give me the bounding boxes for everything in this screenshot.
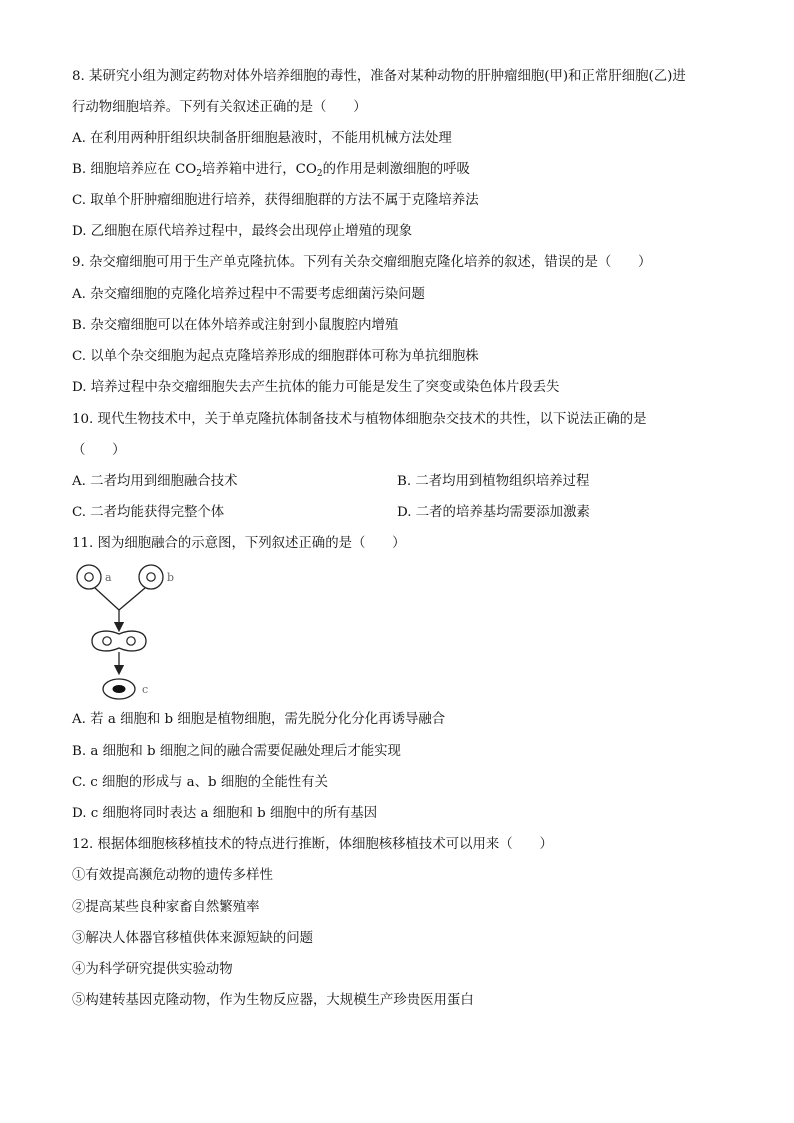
- q9-option-b: B. 杂交瘤细胞可以在体外培养或注射到小鼠腹腔内增殖: [72, 318, 399, 333]
- q11-option-b: B. a 细胞和 b 细胞之间的融合需要促融处理后才能实现: [72, 744, 401, 759]
- q12-item-5: ⑤构建转基因克隆动物，作为生物反应器，大规模生产珍贵医用蛋白: [72, 993, 474, 1008]
- q8-stem-line1: 8. 某研究小组为测定药物对体外培养细胞的毒性，准备对某种动物的肝肿瘤细胞(甲)和正常肝细胞(乙)进: [72, 69, 686, 84]
- cell-b-label: b: [167, 571, 175, 584]
- q11-stem: 11. 图为细胞融合的示意图，下列叙述正确的是（ ）: [72, 536, 406, 551]
- connector-a-line: [95, 588, 119, 610]
- q9-option-c: C. 以单个杂交细胞为起点克隆培养形成的细胞群体可称为单抗细胞株: [72, 349, 479, 364]
- q12-item-3: ③解决人体器官移植供体来源短缺的问题: [72, 931, 314, 946]
- q10-option-b: B. 二者均用到植物组织培养过程: [397, 474, 590, 489]
- q10-option-a: A. 二者均用到细胞融合技术: [72, 474, 238, 489]
- q10-stem-line2: （ ）: [72, 443, 126, 458]
- connector-b-line: [119, 588, 145, 610]
- cell-fusion-diagram: [72, 558, 192, 708]
- q10-option-d: D. 二者的培养基均需要添加激素: [397, 505, 590, 520]
- cell-c-label: c: [142, 683, 149, 696]
- q10-option-c: C. 二者均能获得完整个体: [72, 505, 225, 520]
- q9-stem: 9. 杂交瘤细胞可用于生产单克隆抗体。下列有关杂交瘤细胞克隆化培养的叙述，错误的是（ ）: [72, 255, 652, 270]
- fusing-cells-icon: [92, 631, 146, 651]
- q12-stem: 12. 根据体细胞核移植技术的特点进行推断，体细胞核移植技术可以用来（ ）: [72, 837, 553, 852]
- q8-option-d: D. 乙细胞在原代培养过程中，最终会出现停止增殖的现象: [72, 224, 413, 239]
- cell-a-icon: [77, 565, 101, 589]
- q8-option-b: B. 细胞培养应在 $CO_2$培养箱中进行，$CO_2$的作用是刺激细胞的呼吸: [72, 162, 470, 179]
- cell-a-label: a: [105, 571, 112, 584]
- hybrid-cell-c-icon: [103, 679, 135, 699]
- q8-option-c: C. 取单个肝肿瘤细胞进行培养，获得细胞群的方法不属于克隆培养法: [72, 193, 479, 208]
- q11-option-d: D. c 细胞将同时表达 a 细胞和 b 细胞中的所有基因: [72, 806, 378, 821]
- q9-option-d: D. 培养过程中杂交瘤细胞失去产生抗体的能力可能是发生了突变或染色体片段丢失: [72, 380, 560, 395]
- q11-option-c: C. c 细胞的形成与 a、b 细胞的全能性有关: [72, 775, 328, 790]
- q8-option-a: A. 在利用两种肝组织块制备肝细胞悬液时，不能用机械方法处理: [72, 131, 452, 146]
- q11-option-a: A. 若 a 细胞和 b 细胞是植物细胞，需先脱分化分化再诱导融合: [72, 712, 446, 727]
- q12-item-4: ④为科学研究提供实验动物: [72, 962, 233, 977]
- q10-stem-line1: 10. 现代生物技术中，关于单克隆抗体制备技术与植物体细胞杂交技术的共性，以下说法正确的是: [72, 412, 647, 427]
- q12-item-1: ①有效提高濒危动物的遗传多样性: [72, 868, 273, 883]
- cell-b-icon: [139, 565, 163, 589]
- q12-item-2: ②提高某些良种家畜自然繁殖率: [72, 900, 260, 915]
- q8-stem-line2: 行动物细胞培养。下列有关叙述正确的是（ ）: [72, 100, 367, 115]
- q9-option-a: A. 杂交瘤细胞的克隆化培养过程中不需要考虑细菌污染问题: [72, 287, 425, 302]
